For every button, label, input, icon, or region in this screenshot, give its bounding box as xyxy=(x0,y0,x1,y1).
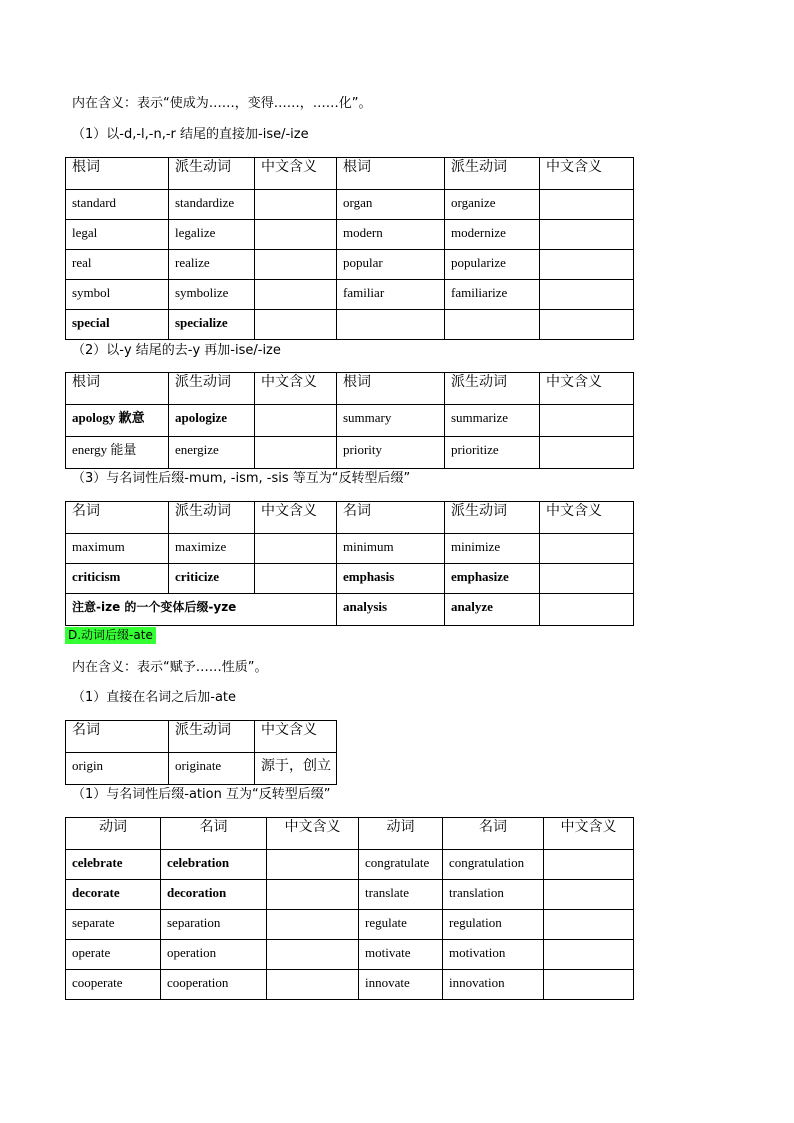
table-cell: modernize xyxy=(445,220,540,250)
table-cell xyxy=(445,310,540,340)
ize-table-3 xyxy=(65,501,634,626)
table-cell: special xyxy=(66,310,169,340)
table-cell xyxy=(540,220,634,250)
table-cell: innovate xyxy=(359,970,443,1000)
header-derived-verb: 派生动词 xyxy=(445,502,540,534)
header-meaning: 中文含义 xyxy=(255,373,337,405)
table-cell: realize xyxy=(169,250,255,280)
yze-note: 注意-ize 的一个变体后缀-yze xyxy=(66,594,337,626)
table-cell: decorate xyxy=(66,880,161,910)
header-derived-verb: 派生动词 xyxy=(169,158,255,190)
table-cell: organize xyxy=(445,190,540,220)
table-cell: standard xyxy=(66,190,169,220)
table-cell xyxy=(544,970,634,1000)
header-noun: 名词 xyxy=(66,502,169,534)
header-derived-verb: 派生动词 xyxy=(445,373,540,405)
table-cell: separation xyxy=(161,910,267,940)
header-root-word: 根词 xyxy=(66,158,169,190)
table-cell: maximum xyxy=(66,534,169,564)
table-cell: operate xyxy=(66,940,161,970)
table-cell: motivate xyxy=(359,940,443,970)
table-cell xyxy=(267,940,359,970)
table-cell: apologize xyxy=(169,405,255,437)
header-meaning: 中文含义 xyxy=(255,721,337,753)
table-cell: celebrate xyxy=(66,850,161,880)
header-noun: 名词 xyxy=(66,721,169,753)
subheading-4: （1）直接在名词之后加-ate xyxy=(72,690,237,705)
subheading-5: （1）与名词性后缀-ation 互为“反转型后缀” xyxy=(72,787,331,802)
table-cell: maximize xyxy=(169,534,255,564)
table-cell: cooperation xyxy=(161,970,267,1000)
table-cell: translate xyxy=(359,880,443,910)
table-cell: operation xyxy=(161,940,267,970)
header-root-word: 根词 xyxy=(66,373,169,405)
table-cell xyxy=(267,910,359,940)
table-cell xyxy=(544,910,634,940)
table-cell: emphasis xyxy=(337,564,445,594)
header-meaning: 中文含义 xyxy=(544,818,634,850)
table-cell: energy 能量 xyxy=(66,437,169,469)
table-cell: emphasize xyxy=(445,564,540,594)
table-cell: symbol xyxy=(66,280,169,310)
header-derived-verb: 派生动词 xyxy=(169,373,255,405)
header-verb: 动词 xyxy=(66,818,161,850)
table-cell: cooperate xyxy=(66,970,161,1000)
subheading-2: （2）以-y 结尾的去-y 再加-ise/-ize xyxy=(72,343,281,358)
table-cell: legal xyxy=(66,220,169,250)
table-cell xyxy=(255,564,337,594)
table-cell xyxy=(267,850,359,880)
table-cell xyxy=(544,850,634,880)
table-cell: congratulation xyxy=(443,850,544,880)
table-cell: legalize xyxy=(169,220,255,250)
table-cell: summary xyxy=(337,405,445,437)
table-cell: regulation xyxy=(443,910,544,940)
table-cell: criticism xyxy=(66,564,169,594)
table-cell xyxy=(255,250,337,280)
header-root-word: 根词 xyxy=(337,158,445,190)
table-cell: separate xyxy=(66,910,161,940)
table-cell: decoration xyxy=(161,880,267,910)
intro-text-2: 内在含义：表示“赋予……性质”。 xyxy=(72,660,268,675)
intro-text: 内在含义：表示“使成为……，变得……，……化”。 xyxy=(72,96,372,111)
table-cell: minimize xyxy=(445,534,540,564)
table-cell xyxy=(540,437,634,469)
table-cell: standardize xyxy=(169,190,255,220)
table-cell: apology 歉意 xyxy=(66,405,169,437)
table-cell xyxy=(544,880,634,910)
header-noun: 名词 xyxy=(161,818,267,850)
table-cell: minimum xyxy=(337,534,445,564)
table-cell xyxy=(255,280,337,310)
header-meaning: 中文含义 xyxy=(540,502,634,534)
table-cell xyxy=(255,437,337,469)
table-cell: energize xyxy=(169,437,255,469)
header-derived-verb: 派生动词 xyxy=(445,158,540,190)
table-cell xyxy=(255,220,337,250)
table-cell: prioritize xyxy=(445,437,540,469)
ate-table-2 xyxy=(65,817,634,1000)
header-meaning: 中文含义 xyxy=(267,818,359,850)
header-derived-verb: 派生动词 xyxy=(169,721,255,753)
table-cell: organ xyxy=(337,190,445,220)
header-meaning: 中文含义 xyxy=(255,158,337,190)
table-cell xyxy=(540,564,634,594)
header-meaning: 中文含义 xyxy=(540,158,634,190)
table-cell: motivation xyxy=(443,940,544,970)
table-cell xyxy=(337,310,445,340)
ate-table-1 xyxy=(65,720,337,785)
header-derived-verb: 派生动词 xyxy=(169,502,255,534)
subheading-1: （1）以-d,-l,-n,-r 结尾的直接加-ise/-ize xyxy=(72,127,309,142)
table-cell: priority xyxy=(337,437,445,469)
table-cell: analysis xyxy=(337,594,445,626)
table-cell: criticize xyxy=(169,564,255,594)
section-d-heading: D.动词后缀-ate xyxy=(65,627,156,644)
table-cell: familiar xyxy=(337,280,445,310)
table-cell xyxy=(540,280,634,310)
table-cell xyxy=(267,880,359,910)
table-cell: origin xyxy=(66,753,169,785)
table-cell: familiarize xyxy=(445,280,540,310)
table-cell: 源于，创立 xyxy=(255,753,337,785)
table-cell: popularize xyxy=(445,250,540,280)
header-noun: 名词 xyxy=(337,502,445,534)
table-cell xyxy=(540,190,634,220)
table-cell: analyze xyxy=(445,594,540,626)
table-cell xyxy=(255,405,337,437)
table-cell: specialize xyxy=(169,310,255,340)
table-cell: celebration xyxy=(161,850,267,880)
table-cell: summarize xyxy=(445,405,540,437)
header-meaning: 中文含义 xyxy=(540,373,634,405)
table-cell xyxy=(255,310,337,340)
table-cell xyxy=(540,534,634,564)
ize-table-1 xyxy=(65,157,634,340)
table-cell: popular xyxy=(337,250,445,280)
subheading-3: （3）与名词性后缀-mum, -ism, -sis 等互为“反转型后缀” xyxy=(72,471,411,486)
table-cell xyxy=(540,594,634,626)
table-cell: congratulate xyxy=(359,850,443,880)
table-cell xyxy=(255,190,337,220)
header-noun: 名词 xyxy=(443,818,544,850)
table-cell xyxy=(544,940,634,970)
table-cell: symbolize xyxy=(169,280,255,310)
header-root-word: 根词 xyxy=(337,373,445,405)
table-cell xyxy=(267,970,359,1000)
table-cell: translation xyxy=(443,880,544,910)
table-cell xyxy=(255,534,337,564)
header-verb: 动词 xyxy=(359,818,443,850)
table-cell: modern xyxy=(337,220,445,250)
header-meaning: 中文含义 xyxy=(255,502,337,534)
table-cell: real xyxy=(66,250,169,280)
table-cell: regulate xyxy=(359,910,443,940)
ize-table-2 xyxy=(65,372,634,469)
table-cell xyxy=(540,405,634,437)
table-cell xyxy=(540,310,634,340)
table-cell xyxy=(540,250,634,280)
table-cell: innovation xyxy=(443,970,544,1000)
table-cell: originate xyxy=(169,753,255,785)
